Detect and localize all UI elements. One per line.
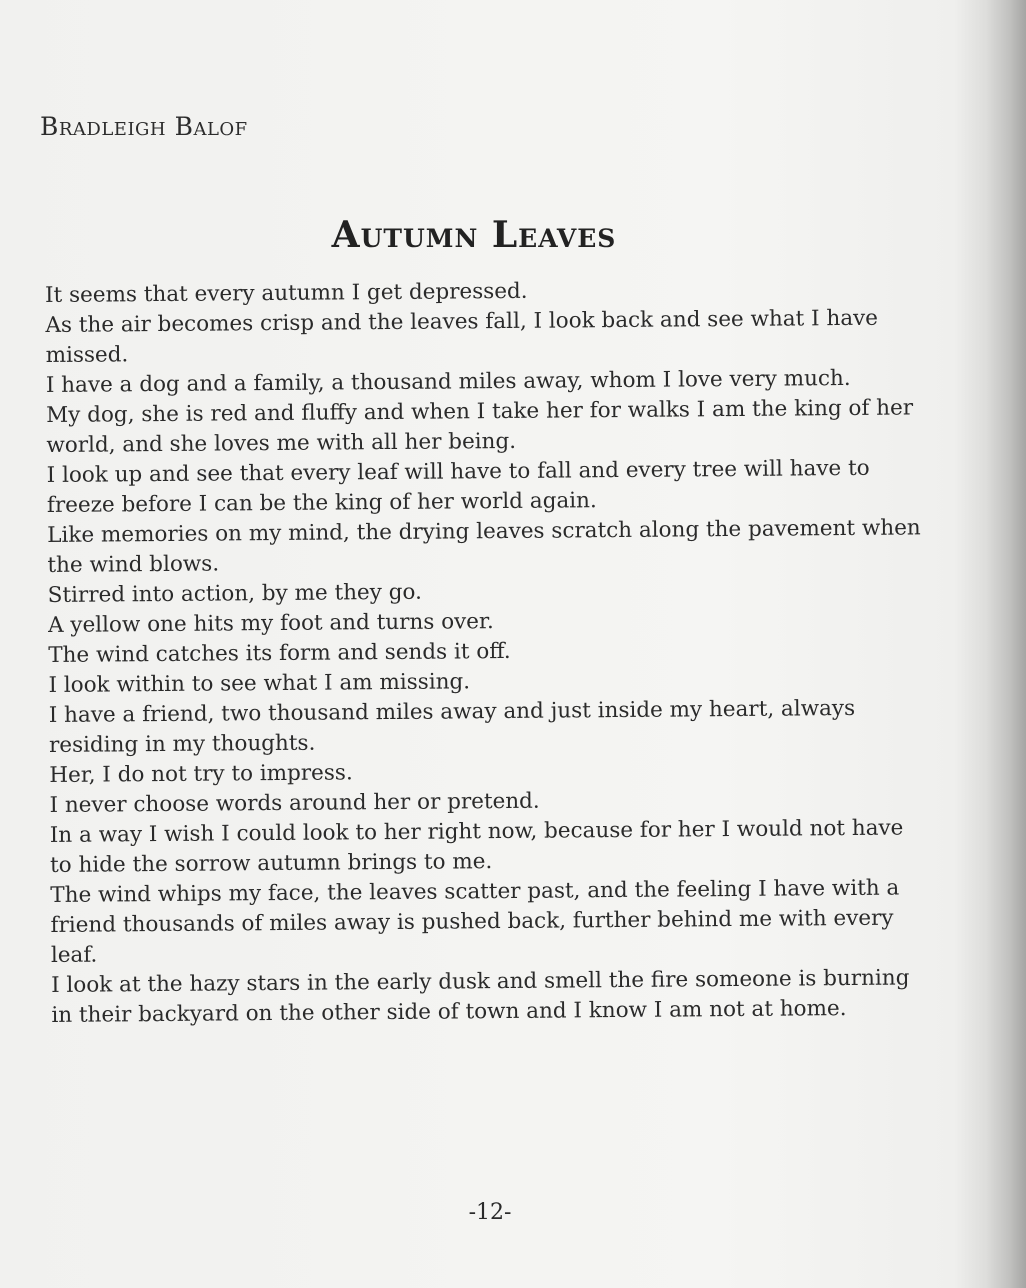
poem-line: I look up and see that every leaf will have to fall and every tree will have to freeze before I can be the king of her world again.	[46, 455, 870, 518]
page-number: -12-	[468, 1200, 512, 1225]
poem-line: A yellow one hits my foot and turns over.	[47, 609, 494, 638]
poem-title: Autumn Leaves	[331, 214, 617, 256]
poem-line: I look at the hazy stars in the early dusk and smell the fire someone is burning in their backyard on the other side of town and I know I am not at home.	[51, 965, 910, 1028]
poem-line: Like memories on my mind, the drying leaves scratch along the pavement when the wind blows.	[47, 515, 921, 578]
poem-body	[45, 273, 932, 1031]
poem-line: I have a dog and a family, a thousand miles away, whom I love very much.	[45, 365, 851, 398]
poem-line: It seems that every autumn I get depressed.	[45, 278, 528, 308]
poem-line: I look within to see what I am missing.	[48, 669, 471, 698]
poem-line: I never choose words around her or pretend.	[49, 788, 540, 818]
poem-line: As the air becomes crisp and the leaves fall, I look back and see what I have missed.	[45, 305, 879, 368]
poem-line: The wind catches its form and sends it off.	[48, 638, 511, 668]
poem-line: The wind whips my face, the leaves scatter past, and the feeling I have with a friend thousands of miles away is pushed back, further behind me with every leaf.	[50, 875, 900, 968]
poem-line: In a way I wish I could look to her right now, because for her I would not have to hide the sorrow autumn brings to me.	[49, 815, 904, 878]
poem-line: I have a friend, two thousand miles away and just inside my heart, always residing in my thoughts.	[48, 695, 856, 758]
author-name: Bradleigh Balof	[40, 112, 248, 141]
poem-line: My dog, she is red and fluffy and when I take her for walks I am the king of her world, and she loves me with all her being.	[46, 395, 914, 458]
poem-line: Her, I do not try to impress.	[49, 760, 353, 788]
poem-line: Stirred into action, by me they go.	[47, 579, 422, 608]
spine-shadow	[986, 0, 1026, 1288]
